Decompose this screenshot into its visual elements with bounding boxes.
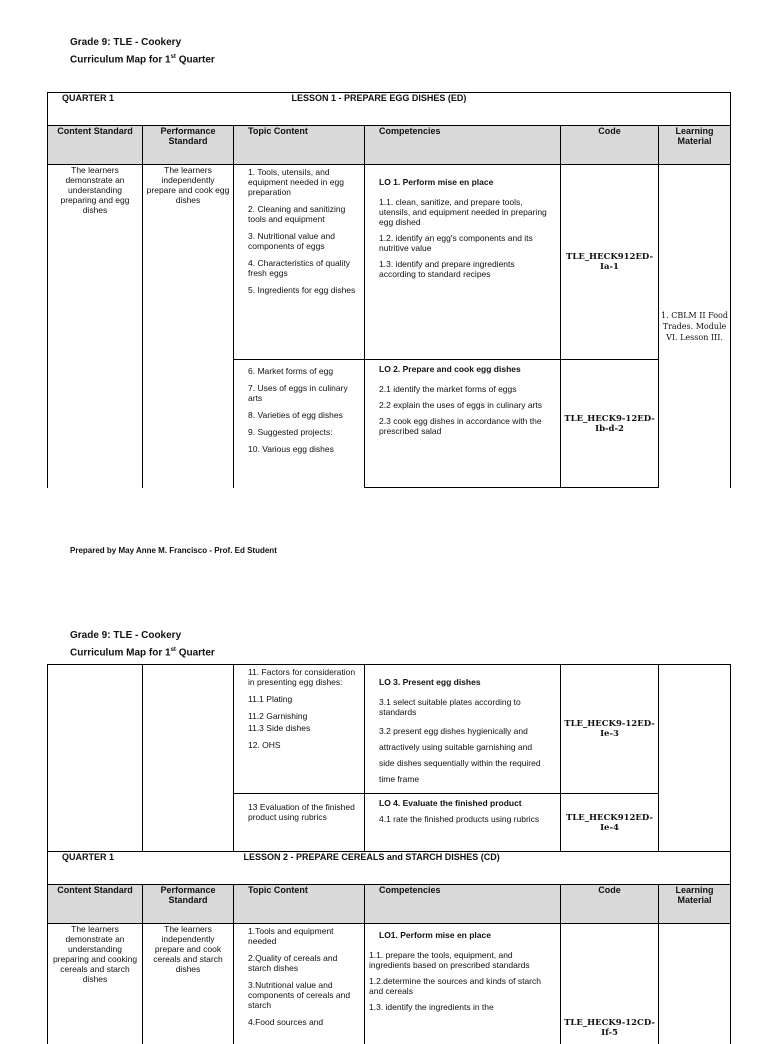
header-topic-content: Topic Content (234, 126, 365, 165)
empty-cell (659, 665, 731, 852)
page1-title: Grade 9: TLE - Cookery (70, 37, 182, 48)
list-item: 4. Characteristics of quality fresh eggs (248, 258, 351, 278)
list-item: 3. Nutritional value and components of eggs (248, 231, 335, 251)
quarter-label: QUARTER 1 (48, 852, 234, 885)
list-item: 9. Suggested projects: (248, 427, 333, 437)
curriculum-table-lesson1 (47, 92, 731, 488)
performance-standard-cell: The learners independently prepare and cook egg dishes (143, 165, 234, 488)
empty-cell (48, 665, 143, 852)
learning-material-cell: 1. CBLM II Food Trades. Module VI. Lesson III. (659, 165, 731, 488)
list-item: 1.3. identify the ingredients in the (369, 1002, 494, 1012)
page1-header (70, 36, 215, 67)
table-row (48, 165, 731, 360)
list-item: 1.2.determine the sources and kinds of starch and cereals (369, 976, 541, 996)
learning-outcome: LO 3. Present egg dishes (379, 677, 481, 687)
learning-outcome: LO 1. Perform mise en place (379, 177, 494, 187)
header-learning-material: Learning Material (659, 126, 731, 165)
list-item: 2.1 identify the market forms of eggs (379, 384, 517, 394)
competency-list (365, 360, 561, 488)
code-cell: TLE_HECK9-12ED-Ib-d-2 (561, 360, 659, 488)
list-item: 5. Ingredients for egg dishes (248, 285, 356, 295)
header-performance-standard: Performance Standard (143, 126, 234, 165)
column-headers (48, 126, 731, 165)
lesson-title: LESSON 1 - PREPARE EGG DISHES (ED) (234, 93, 731, 126)
code-cell: TLE_HECK9-12CD-If-5 (561, 924, 659, 1044)
list-item: 1.3. identify and prepare ingredients according to standard recipes (379, 259, 515, 279)
header-competencies: Competencies (365, 126, 561, 165)
list-item: 4.1 rate the finished products using rubrics (379, 814, 540, 824)
header-content-standard: Content Standard (48, 885, 143, 924)
list-item: 1.2. identify an egg's components and its nutritive value (379, 233, 533, 253)
learning-outcome: LO 4. Evaluate the finished product (379, 798, 522, 808)
list-item: 12. OHS (248, 740, 281, 750)
learning-outcome: LO1. Perform mise en place (379, 930, 491, 940)
list-item: 1.1. clean, sanitize, and prepare tools, utensils, and equipment needed in preparing egg dished (379, 197, 547, 227)
code-cell: TLE_HECK912ED-Ie-4 (561, 794, 659, 852)
quarter-label: QUARTER 1 (48, 93, 234, 126)
list-item: 1. Tools, utensils, and equipment needed in egg preparation (248, 167, 344, 197)
page2-title: Grade 9: TLE - Cookery (70, 630, 182, 641)
list-item: 11.3 Side dishes (248, 723, 311, 733)
competency-list (365, 794, 561, 852)
list-item: 4.Food sources and (248, 1017, 324, 1027)
lesson-title: LESSON 2 - PREPARE CEREALS and STARCH DISHES (CD) (234, 852, 731, 885)
performance-standard-cell: The learners independently prepare and cook cereals and starch dishes (143, 924, 234, 1044)
list-item: 2.2 explain the uses of eggs in culinary arts (379, 400, 543, 410)
content-standard-cell: The learners demonstrate an understanding preparing and egg dishes (48, 165, 143, 488)
list-item: 10. Various egg dishes (248, 444, 334, 454)
list-item: 6. Market forms of egg (248, 366, 334, 376)
list-item: 2.Quality of cereals and starch dishes (248, 953, 338, 973)
list-item: 2.3 cook egg dishes in accordance with the prescribed salad (379, 416, 542, 436)
competency-list (365, 924, 561, 1044)
list-item: 11. Factors for consideration in presenting egg dishes: (248, 667, 356, 687)
topic-list (234, 665, 365, 794)
header-performance-standard: Performance Standard (143, 885, 234, 924)
curriculum-table-lesson2 (47, 664, 731, 1044)
competency-list (365, 665, 561, 794)
list-item: 11.2 Garnishing (248, 711, 308, 721)
list-item: 1.Tools and equipment needed (248, 926, 334, 946)
topic-list (234, 165, 365, 360)
topic-cell: 13 Evaluation of the finished product using rubrics (234, 794, 365, 852)
page1-subtitle: Curriculum Map for 1st Quarter (70, 54, 215, 66)
column-headers (48, 885, 731, 924)
list-item: 3.2 present egg dishes hygienically and attractively using suitable garnishing and side dishes sequentially within the required time frame (379, 726, 541, 784)
list-item: 3.Nutritional value and components of cereals and starch (248, 980, 351, 1010)
header-learning-material: Learning Material (659, 885, 731, 924)
header-competencies: Competencies (365, 885, 561, 924)
list-item: 1.1. prepare the tools, equipment, and ingredients based on prescribed standards (369, 950, 530, 970)
page2-header (70, 629, 215, 660)
list-item: 3.1 select suitable plates according to standards (379, 697, 521, 717)
topic-list (234, 360, 365, 488)
list-item: 7. Uses of eggs in culinary arts (248, 383, 348, 403)
table-row (48, 665, 731, 794)
header-code: Code (561, 885, 659, 924)
content-standard-cell: The learners demonstrate an understanding preparing and cooking cereals and starch dishes (48, 924, 143, 1044)
header-code: Code (561, 126, 659, 165)
code-cell: TLE_HECK9-12ED-Ie-3 (561, 665, 659, 794)
empty-cell (143, 665, 234, 852)
prepared-by: Prepared by May Anne M. Francisco - Prof. Ed Student (70, 546, 277, 555)
learning-outcome: LO 2. Prepare and cook egg dishes (379, 364, 521, 374)
empty-cell (659, 924, 731, 1044)
quarter-row (48, 93, 731, 126)
quarter-row (48, 852, 731, 885)
header-content-standard: Content Standard (48, 126, 143, 165)
list-item: 2. Cleaning and sanitizing tools and equipment (248, 204, 346, 224)
list-item: 11.1 Plating (248, 694, 293, 704)
list-item: 8. Varieties of egg dishes (248, 410, 343, 420)
table-row (48, 924, 731, 1044)
competency-list (365, 165, 561, 360)
page2-subtitle: Curriculum Map for 1st Quarter (70, 647, 215, 659)
header-topic-content: Topic Content (234, 885, 365, 924)
code-cell: TLE_HECK912ED-Ia-1 (561, 165, 659, 360)
topic-list (234, 924, 365, 1044)
